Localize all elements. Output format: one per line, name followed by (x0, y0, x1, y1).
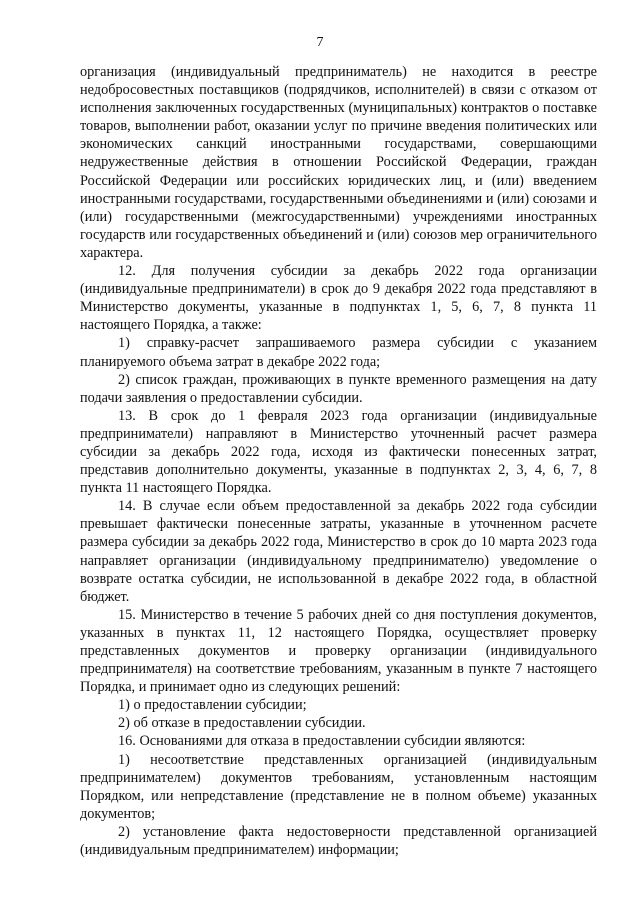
paragraph-13: 13. В срок до 1 февраля 2023 года организации (индивидуальные предприниматели) направляют в Министерство уточненный расчет размера субсидии за декабрь 2022 года, исходя из фактически понесенных затрат, представив дополнительно документы, указанные в подпунктах 2, 3, 4, 6, 7, 8 пункта 11 настоящего Порядка. (80, 407, 597, 497)
paragraph-16-item-2: 2) установление факта недостоверности представленной организацией (индивидуальным предпринимателем) информации; (80, 823, 597, 859)
document-body (80, 63, 597, 859)
paragraph-15-option-1: 1) о предоставлении субсидии; (118, 697, 307, 714)
paragraph-14: 14. В случае если объем предоставленной за декабрь 2022 года субсидии превышает фактически понесенные затраты, указанные в уточненном расчете размера субсидии за декабрь 2022 года, Министерство в срок до 10 марта 2023 года направляет организации (индивидуальному предпринимателю) уведомление о возврате остатка субсидии, не использованной в декабре 2022 года, в областной бюджет. (80, 498, 597, 605)
paragraph-16-item-1: 1) несоответствие представленных организацией (индивидуальным предпринимателем) документов требованиям, установленным настоящим Порядком, или непредставление (представление не в полном объеме) указанных документов; (80, 751, 597, 822)
paragraph-criterion-continuation: организация (индивидуальный предприниматель) не находится в реестре недобросовестных поставщиков (подрядчиков, исполнителей) в связи с отказом от исполнения заключенных государственных (муниципальных) контрактов о поставке товаров, выполнении работ, оказании услуг по причине введения политических или экономических санкций иностранными государствами, совершающими недружественные действия в отношении Российской Федерации, граждан Российской Федерации или российских юридических лиц, и (или) введением иностранными государствами, государственными объединениями и (или) союзами и (или) государственными (межгосударственными) учреждениями иностранных государств или государственных объединений и (или) союзов мер ограничительного характера. (80, 64, 597, 261)
paragraph-16: 16. Основаниями для отказа в предоставлении субсидии являются: (118, 733, 526, 750)
paragraph-12-item-2: 2) список граждан, проживающих в пункте временного размещения на дату подачи заявления о предоставлении субсидии. (80, 371, 597, 406)
paragraph-12-item-1: 1) справку-расчет запрашиваемого размера субсидии с указанием планируемого объема затрат в декабре 2022 года; (80, 335, 597, 370)
page-number: 7 (316, 35, 324, 50)
paragraph-12: 12. Для получения субсидии за декабрь 2022 года организации (индивидуальные предприниматели) в срок до 9 декабря 2022 года представляют в Министерство документы, указанные в подпунктах 1, 5, 6, 7, 8 пункта 11 настоящего Порядка, а также: (80, 263, 597, 334)
paragraph-15: 15. Министерство в течение 5 рабочих дней со дня поступления документов, указанных в пунктах 11, 12 настоящего Порядка, осуществляет проверку представленных документов и проверку организации (индивидуального предпринимателя) на соответствие требованиям, указанным в пункте 7 настоящего Порядка, и принимает одно из следующих решений: (80, 606, 597, 696)
paragraph-15-option-2: 2) об отказе в предоставлении субсидии. (118, 715, 366, 732)
